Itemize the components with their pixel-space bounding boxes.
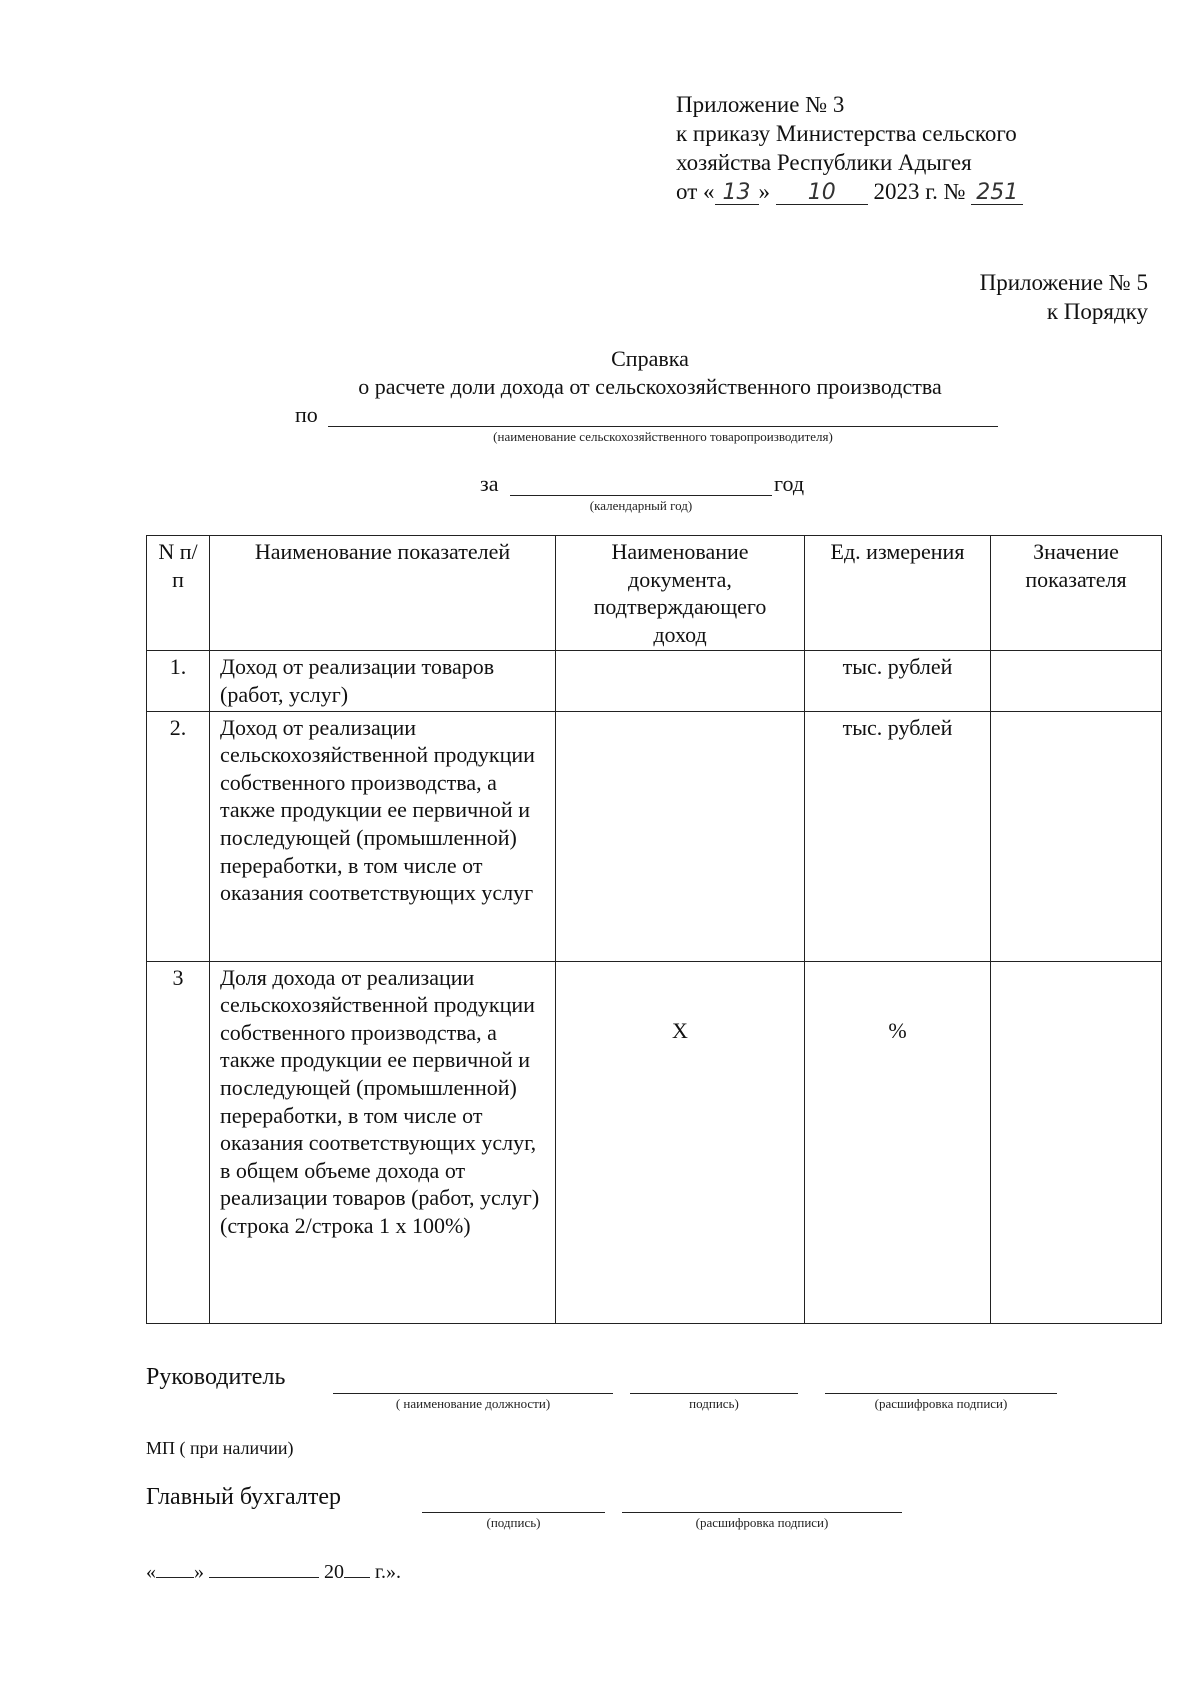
row3-doc: Х [556,961,805,1323]
year-word: год [774,471,805,496]
row1-value [991,651,1162,711]
row3-num: 3 [147,961,210,1323]
appendix3-block [676,90,1023,206]
row3-value [991,961,1162,1323]
accountant-decode-caption: (расшифровка подписи) [695,1515,829,1530]
appendix3-date-line [676,177,1023,206]
row3-unit: % [805,961,991,1323]
order-year-text: 2023 г. № [873,179,966,204]
head-sign-line [630,1393,798,1394]
row2-num: 2. [147,711,210,961]
document-subtitle: о расчете доли дохода от сельскохозяйственного производства [358,374,942,399]
header-document-name: Наименование документа, подтверждающего доход [556,536,805,651]
row3-name-cell [210,961,556,1323]
header-indicator-name: Наименование показателей [210,536,556,651]
order-day: 13 [715,178,759,205]
row2-unit: тыс. рублей [805,711,991,961]
appendix3-line3: хозяйства Республики Адыгея [676,150,972,175]
appendix3-line2: к приказу Министерства сельского [676,121,1017,146]
year-caption: (календарный год) [589,498,693,513]
row1-unit: тыс. рублей [805,651,991,711]
appendix5-line2: к Порядку [1046,299,1148,324]
head-position-caption: ( наименование должности) [395,1396,551,1411]
accountant-sign-line [422,1512,605,1513]
quote-close: » [758,179,770,204]
for-label: за [480,471,499,496]
date-suffix: г.». [375,1561,401,1583]
order-month: 10 [776,178,868,205]
date-line [146,1557,401,1584]
accountant-decode-line [622,1512,902,1513]
header-value: Значение показателя [991,536,1162,651]
table-header-row [147,536,1162,651]
order-number: 251 [971,178,1023,205]
date-day-blank [156,1557,194,1578]
indicators-table [146,535,1162,1324]
row2-value [991,711,1162,961]
date-open-quote: « [146,1561,156,1583]
row1-doc [556,651,805,711]
row3-name: Доля дохода от реализации сельскохозяйственной продукции собственного производства, а также продукции ее первичной и последующей (промышленной) переработки, в том числе от оказания соответствующих услуг, в общем объеме дохода от реализации товаров (работ, услуг) [220,964,540,1211]
row2-name: Доход от реализации сельскохозяйственной продукции собственного производства, а также продукции ее первичной и последующей (промышленной) переработки, в том числе от оказания соответствующих услуг [210,711,556,961]
date-year-prefix: 20 [324,1561,344,1583]
producer-name-line [328,426,998,427]
head-decode-line [825,1393,1057,1394]
by-label: по [295,402,318,427]
date-close-quote: » [194,1561,204,1583]
table-row [147,961,1162,1323]
appendix5-block [980,268,1148,326]
date-month-blank [209,1557,319,1578]
date-year-blank [344,1557,370,1578]
row2-doc [556,711,805,961]
header-unit: Ед. измерения [805,536,991,651]
row1-num: 1. [147,651,210,711]
accountant-label: Главный бухгалтер [146,1484,341,1510]
document-title: Справка [611,346,689,371]
table-row [147,711,1162,961]
appendix5-line1: Приложение № 5 [979,270,1148,295]
row3-formula: (строка 2/строка 1 х 100%) [220,1212,471,1238]
head-position-line [333,1393,613,1394]
stamp-note: МП ( при наличии) [146,1438,294,1458]
accountant-sign-caption: (подпись) [486,1515,541,1530]
table-row [147,651,1162,711]
row1-name: Доход от реализации товаров (работ, услуг) [210,651,556,711]
from-prefix: от « [676,179,715,204]
header-num: N п/п [147,536,210,651]
head-sign-caption: подпись) [689,1396,739,1411]
head-decode-caption: (расшифровка подписи) [874,1396,1008,1411]
head-label: Руководитель [146,1364,286,1390]
year-line [510,495,772,496]
producer-caption: (наименование сельскохозяйственного товаропроизводителя) [493,429,833,444]
appendix3-line1: Приложение № 3 [676,92,845,117]
